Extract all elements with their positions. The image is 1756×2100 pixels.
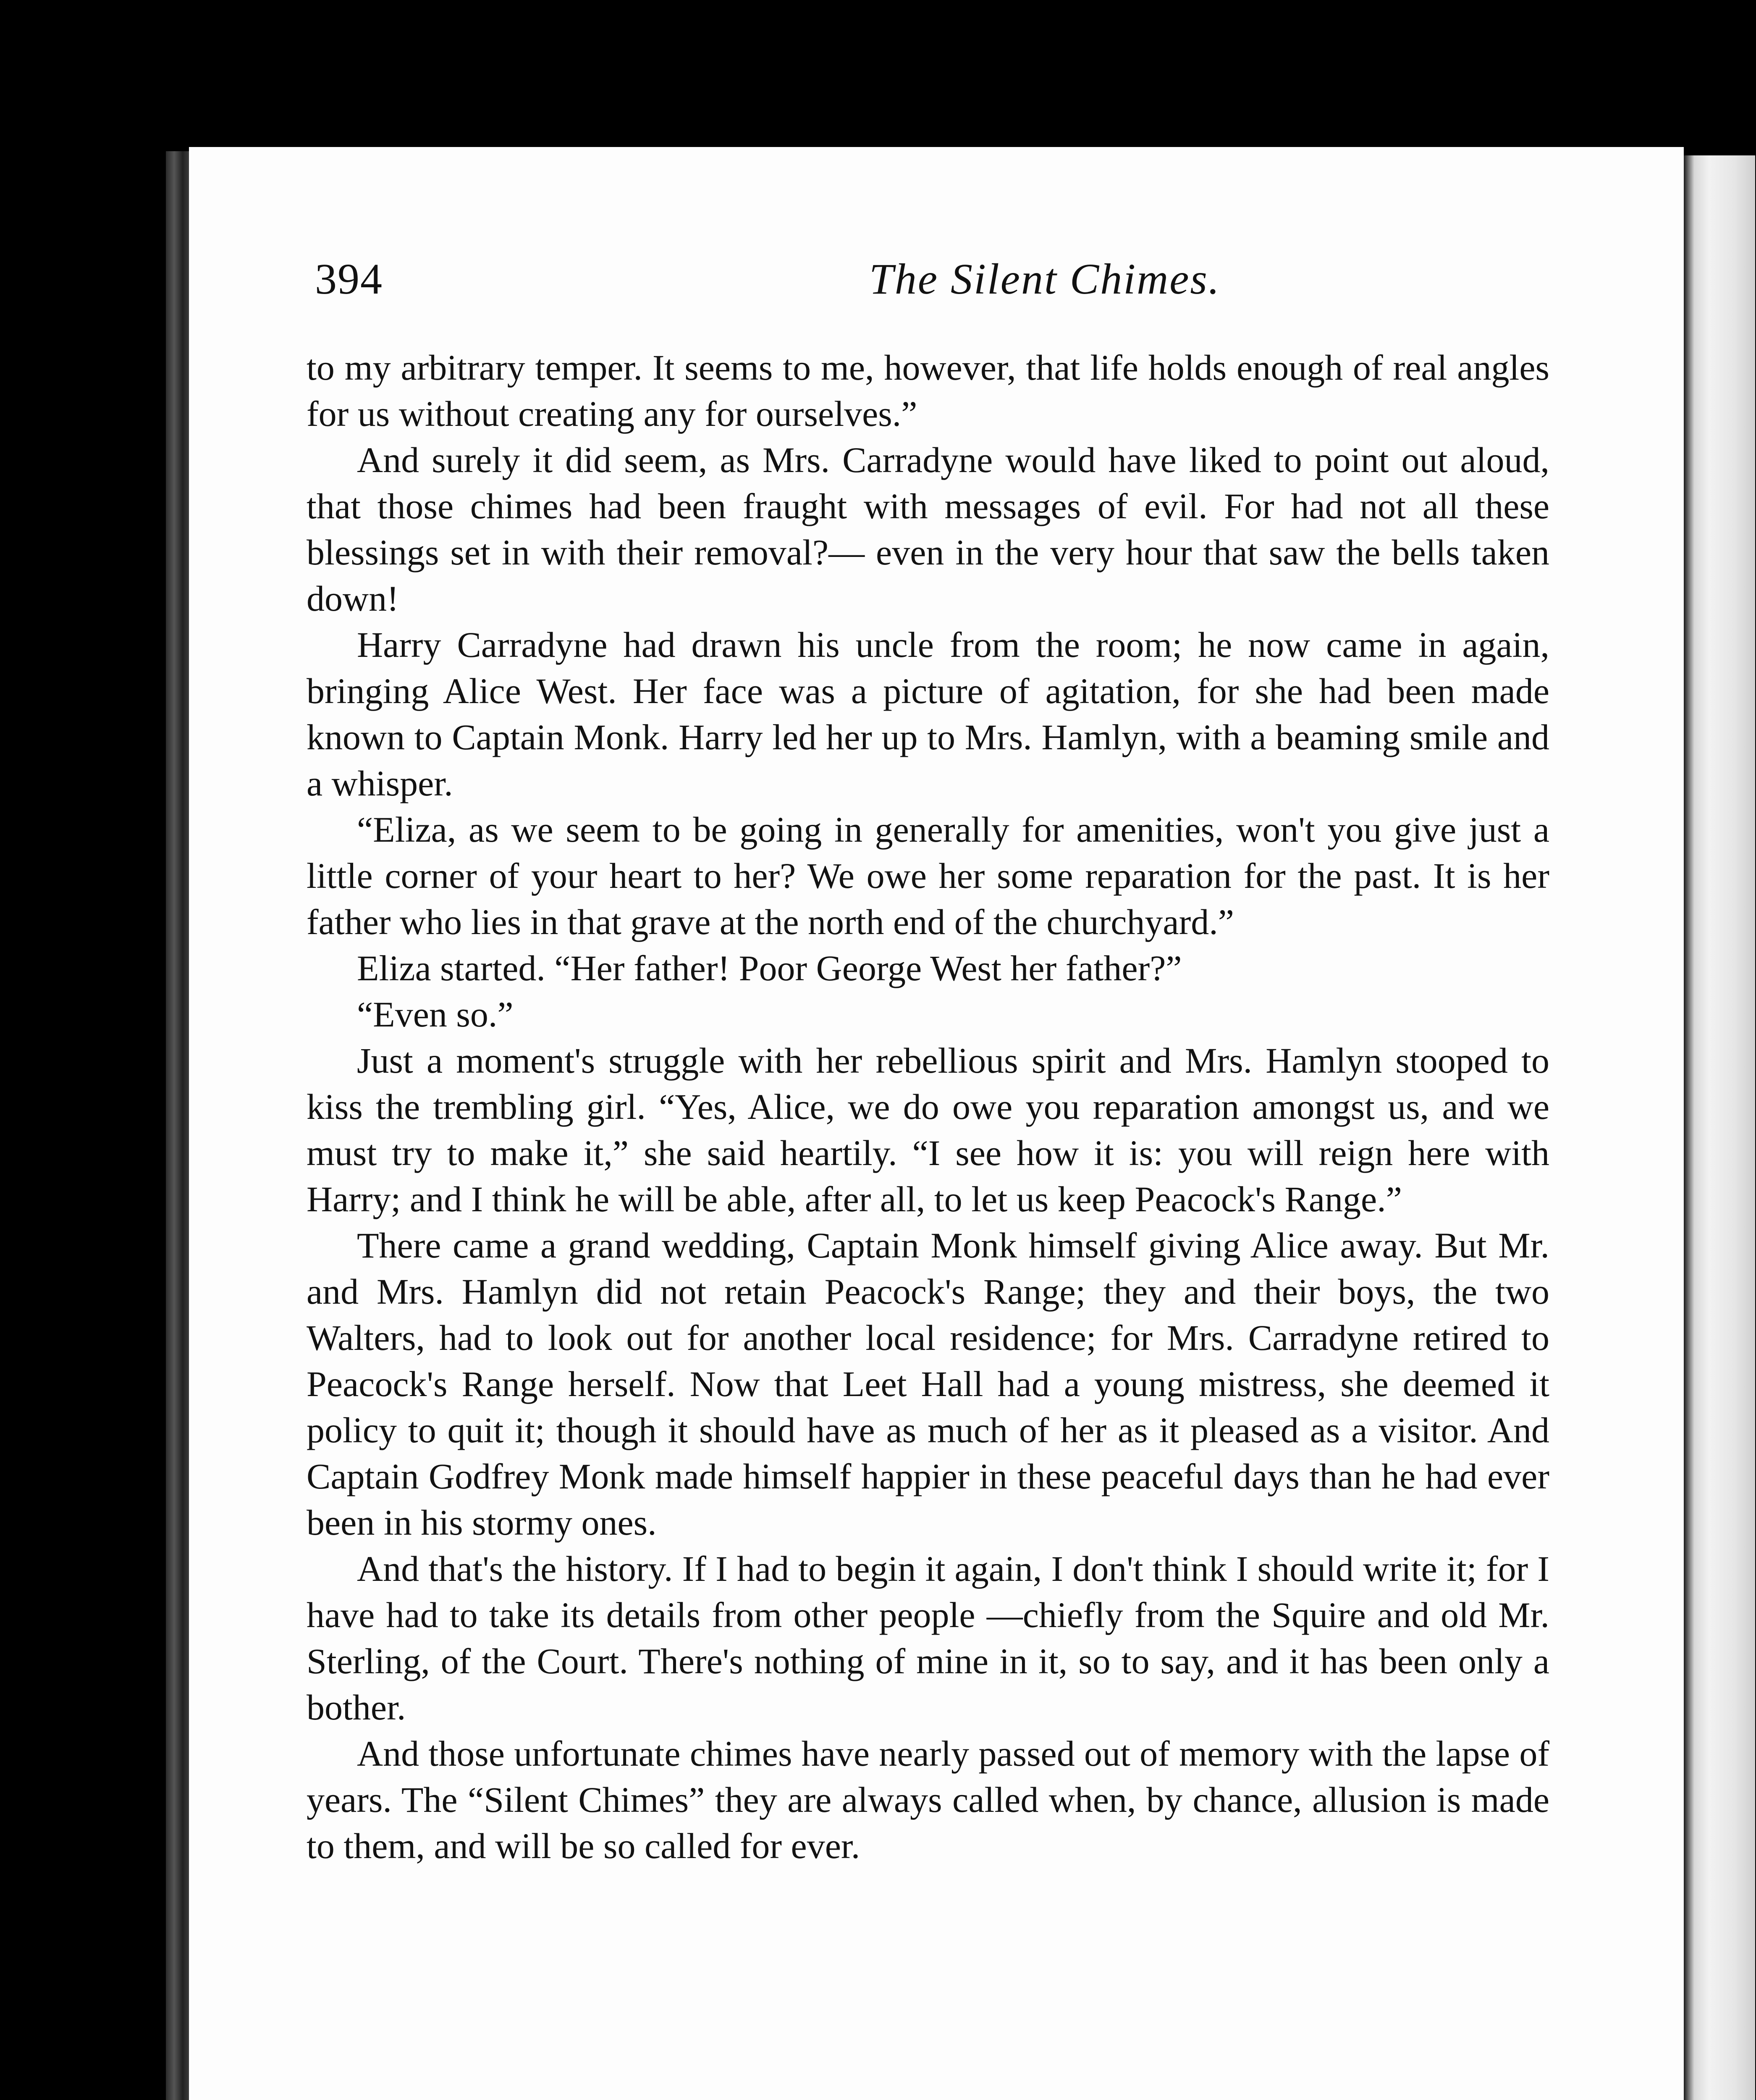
running-head: The Silent Chimes. [869,255,1221,303]
paragraph: And that's the history. If I had to begin it again, I don't think I should write it; for I have had to take its details from other people —chiefly from the Squire and old Mr. Sterling, of the Court. There's nothing of mine in it, so to say, and it has been only a bother. [307,1549,1549,1727]
paragraph: Harry Carradyne had drawn his uncle from the room; he now came in again, bringing Alice West. Her face was a picture of agitation, for she had been made known to Captain Monk. Harry led her up to Mrs. Hamlyn, with a beaming smile and a whisper. [307,625,1549,803]
paragraph: Eliza started. “Her father! Poor George West her father?” [357,948,1182,988]
book-page [189,147,1684,2100]
paragraph: And those unfortunate chimes have nearly passed out of memory with the lapse of years. The “Silent Chimes” they are always called when, by chance, allusion is made to them, and will be so called for ever. [307,1733,1549,1866]
paragraph: to my arbitrary temper. It seems to me, however, that life holds enough of real angles for us without creating any for ourselves.” [307,347,1549,434]
page-number: 394 [315,255,383,303]
left-page-edge [166,151,191,2100]
right-page-edge [1684,155,1755,2100]
body-text [307,344,1549,1869]
paragraph: Just a moment's struggle with her rebellious spirit and Mrs. Hamlyn stooped to kiss the trembling girl. “Yes, Alice, we do owe you reparation amongst us, and we must try to make it,” she said heartily. “I see how it is: you will reign here with Harry; and I think he will be able, after all, to let us keep Peacock's Range.” [307,1040,1549,1219]
paragraph: “Even so.” [357,994,514,1034]
paragraph: “Eliza, as we seem to be going in generally for amenities, won't you give just a little corner of your heart to her? We owe her some reparation for the past. It is her father who lies in that grave at the north end of the churchyard.” [307,809,1549,942]
page-header [315,254,1684,326]
paragraph: And surely it did seem, as Mrs. Carradyne would have liked to point out aloud, that those chimes had been fraught with messages of evil. For had not all these blessings set in with their removal?— even in the very hour that saw the bells taken down! [307,440,1549,619]
paragraph: There came a grand wedding, Captain Monk himself giving Alice away. But Mr. and Mrs. Hamlyn did not retain Peacock's Range; they and their boys, the two Walters, had to look out for another local residence; for Mrs. Carradyne retired to Peacock's Range herself. Now that Leet Hall had a young mistress, she deemed it policy to quit it; though it should have as much of her as it pleased as a visitor. And Captain Godfrey Monk made himself happier in these peaceful days than he had ever been in his stormy ones. [307,1225,1549,1543]
